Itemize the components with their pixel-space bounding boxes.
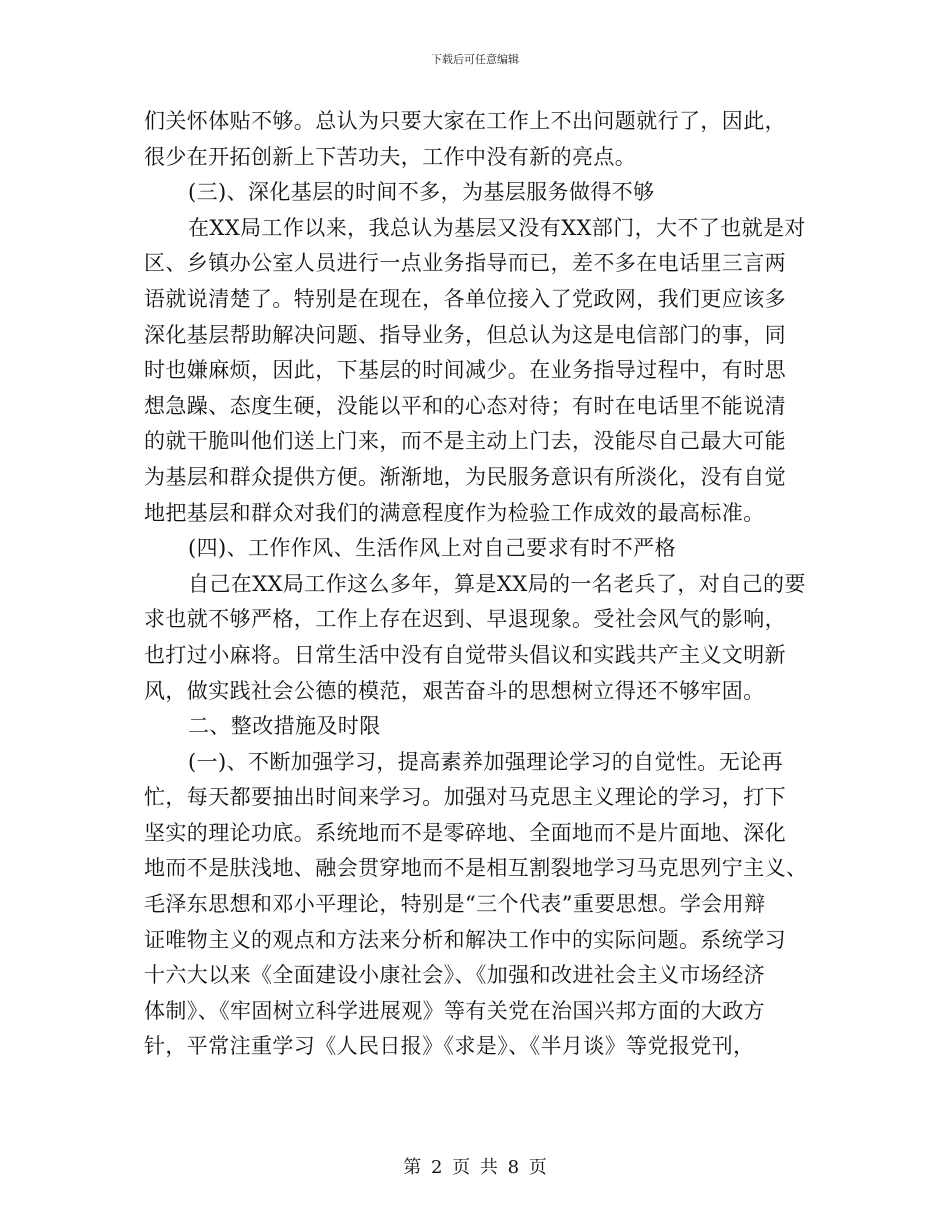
body-line: 风，做实践社会公德的模范，艰苦奋斗的思想树立得还不够牢固。 bbox=[144, 678, 765, 703]
body-line: 也打过小麻将。日常生活中没有自觉带头倡议和实践共产主义文明新 bbox=[144, 642, 786, 667]
body-line: 为基层和群众提供方便。渐渐地，为民服务意识有所淡化，没有自觉 bbox=[144, 464, 786, 489]
body-line: 忙，每天都要抽出时间来学习。加强对马克思主义理论的学习，打下 bbox=[144, 785, 786, 810]
body-line: 坚实的理论功底。系统地而不是零碎地、全面地而不是片面地、深化 bbox=[144, 820, 786, 845]
body-line: 的就干脆叫他们送上门来，而不是主动上门去，没能尽自己最大可能 bbox=[144, 429, 786, 454]
body-line: 毛泽东思想和邓小平理论，特别是“三个代表”重要思想。学会用辩 bbox=[144, 892, 766, 917]
page-number-footer: 第 2 页 共 8 页 bbox=[403, 1157, 547, 1178]
section-heading: (三)、深化基层的时间不多，为基层服务做得不够 bbox=[188, 180, 655, 205]
body-line: 求也就不够严格，工作上存在迟到、早退现象。受社会风气的影响， bbox=[144, 607, 786, 632]
body-line: 证唯物主义的观点和方法来分析和解决工作中的实际问题。系统学习 bbox=[144, 927, 786, 952]
body-line: 很少在开拓创新上下苦功夫，工作中没有新的亮点。 bbox=[144, 144, 637, 169]
body-line: 区、乡镇办公室人员进行一点业务指导而已，差不多在电话里三言两 bbox=[144, 251, 786, 276]
body-line: 地把基层和群众对我们的满意程度作为检验工作成效的最高标准。 bbox=[144, 500, 765, 525]
body-line: 深化基层帮助解决问题、指导业务，但总认为这是电信部门的事，同 bbox=[144, 322, 786, 347]
body-line: 针，平常注重学习《人民日报》《求是》、《半月谈》等党报党刊， bbox=[144, 1034, 755, 1059]
section-heading: (四)、工作作风、生活作风上对自己要求有时不严格 bbox=[188, 536, 676, 561]
body-line: 自己在XX局工作这么多年，算是XX局的一名老兵了，对自己的要 bbox=[188, 571, 806, 596]
body-line: (一)、不断加强学习，提高素养加强理论学习的自觉性。无论再 bbox=[188, 749, 783, 774]
body-line: 体制》、《牢固树立科学进展观》等有关党在治国兴邦方面的大政方 bbox=[144, 998, 765, 1023]
section-heading: 二、整改措施及时限 bbox=[188, 714, 381, 739]
body-line: 十六大以来《全面建设小康社会》、《加强和改进社会主义市场经济 bbox=[144, 963, 765, 988]
body-line: 想急躁、态度生硬，没能以平和的心态对待；有时在电话里不能说清 bbox=[144, 393, 786, 418]
body-line: 在XX局工作以来，我总认为基层又没有XX部门，大不了也就是对 bbox=[188, 215, 806, 240]
body-line: 语就说清楚了。特别是在现在，各单位接入了党政网，我们更应该多 bbox=[144, 286, 786, 311]
body-line: 时也嫌麻烦，因此，下基层的时间减少。在业务指导过程中，有时思 bbox=[144, 358, 786, 383]
document-body bbox=[144, 104, 814, 1065]
page-header: 下载后可任意编辑 bbox=[431, 53, 519, 66]
body-line: 地而不是肤浅地、融会贯穿地而不是相互割裂地学习马克思列宁主义、 bbox=[144, 856, 808, 881]
body-line: 们关怀体贴不够。总认为只要大家在工作上不出问题就行了，因此， bbox=[144, 109, 786, 133]
